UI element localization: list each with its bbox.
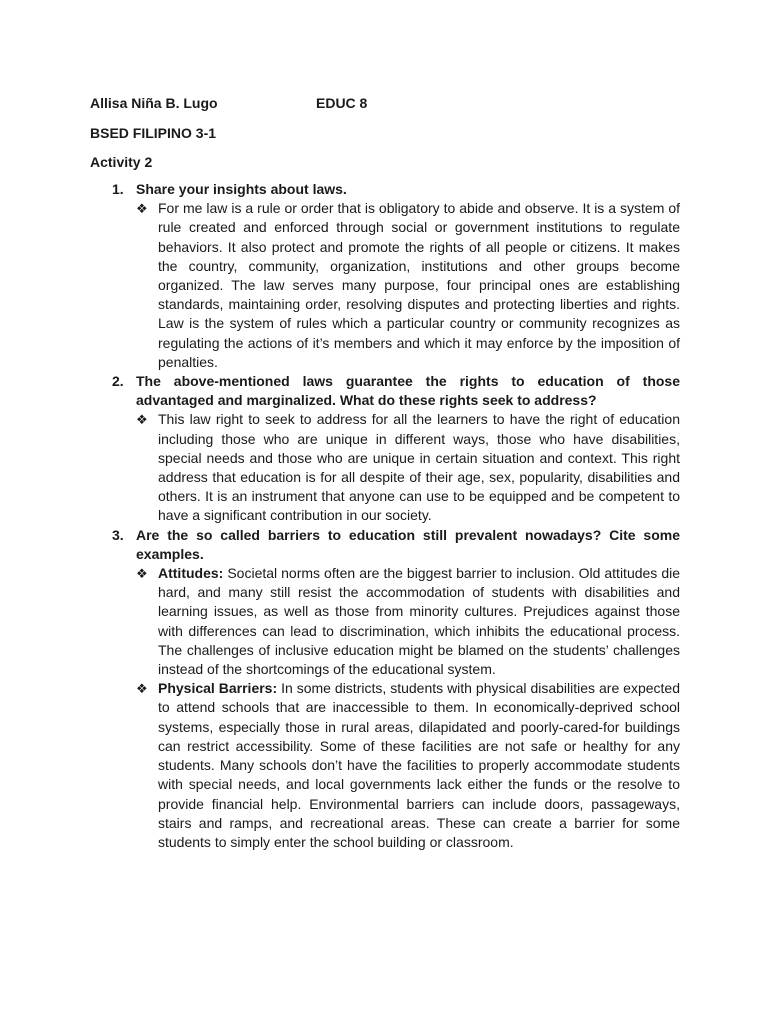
answer-text: This law right to seek to address for all the learners to have the right of education including those who are unique in different ways, those who have disabilities, special needs and those who are unique in certain situation and context. This right address that education is for all despite of their age, sex, popularity, disabilities and others. It is an instrument that anyone can use to be equipped and be competent to have a significant contribution in our society. (158, 411, 680, 524)
answer-text: For me law is a rule or order that is obligatory to abide and observe. It is a system of rule created and enforced through social or government institutions to regulate behaviors. It also protect and promote the rights of all people or citizens. It makes the country, community, organization, institutions and other groups become organized. The law serves many purpose, four principal ones are establishing standards, maintaining order, resolving disputes and protecting liberties and rights. Law is the system of rules which a particular country or community recognizes as regulating the actions of it’s members and which it may enforce by the imposition of penalties. (158, 200, 680, 370)
activity-title: Activity 2 (90, 154, 153, 170)
question-text: The above-mentioned laws guarantee the rights to education of those advantaged and marginalized. What do these rights seek to address? (136, 373, 680, 409)
answer-text: Societal norms often are the biggest barrier to inclusion. Old attitudes die hard, and many still resist the accommodation of students with disabilities and learning issues, as well as those from minority cultures. Prejudices against those with differences can lead to discrimination, which inhibits the educational process. The challenges of inclusive education might be blamed on the students’ challenges instead of the shortcomings of the educational system. (158, 565, 680, 678)
diamond-bullet-icon: ❖ (136, 566, 148, 582)
diamond-bullet-icon: ❖ (136, 201, 148, 217)
answer-2 (90, 410, 680, 525)
question-number: 3. (112, 526, 124, 543)
question-2 (90, 372, 680, 410)
section-label: BSED FILIPINO 3-1 (90, 125, 217, 141)
question-1 (90, 180, 680, 199)
course-code: EDUC 8 (316, 95, 368, 111)
diamond-bullet-icon: ❖ (136, 681, 148, 697)
answer-3a (90, 564, 680, 679)
question-number: 2. (112, 373, 124, 390)
student-name: Allisa Niña B. Lugo (90, 95, 218, 111)
question-list (90, 180, 680, 852)
answer-1 (90, 199, 680, 372)
question-text: Share your insights about laws. (136, 181, 347, 197)
diamond-bullet-icon: ❖ (136, 412, 148, 428)
question-3 (90, 526, 680, 564)
answer-label: Attitudes: (158, 565, 224, 582)
question-number: 1. (112, 181, 124, 197)
answer-label: Physical Barriers: (158, 680, 278, 697)
answer-text: In some districts, students with physical disabilities are expected to attend schools that are inaccessible to them. In economically-deprived school systems, especially those in rural areas, dilapidated and poorly-cared-for buildings can restrict accessibility. Some of these facilities are not safe or healthy for any students. Many schools don’t have the facilities to properly accommodate students with special needs, and local governments lack either the funds or the resolve to provide financial help. Environmental barriers can include doors, passageways, stairs and ramps, and recreational areas. These can create a barrier for some students to simply enter the school building or classroom. (158, 680, 680, 850)
question-text: Are the so called barriers to education still prevalent nowadays? Cite some examples. (136, 526, 680, 562)
answer-3b (90, 679, 680, 852)
